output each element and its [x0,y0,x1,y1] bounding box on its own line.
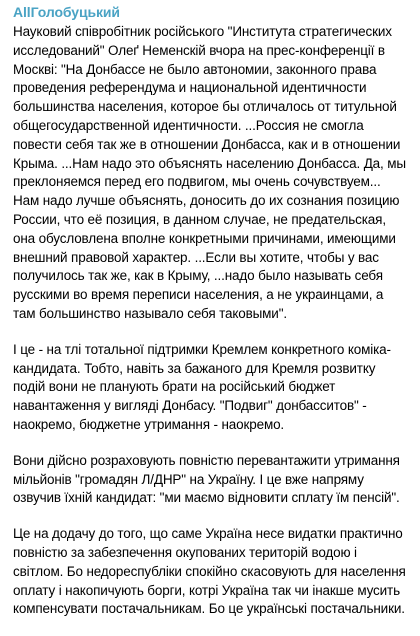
post-paragraph-2: І це - на тлі тотальної підтримки Кремлем конкретного коміка-кандидата. Тобто, навіть за бажаного для Кремля розвитку подій вони не планують брати на російський бюджет навантаження у вигляді Донбасу. "Подвиг" донбасситов" - наокремо, бюджетне утримання - наокремо. [13,341,391,432]
post-paragraph-1: Науковий співробітник російського "Института стратегических исследований" Олеґ Неменскій вчора на прес-конференції в Москві: "На Донбассе не было автономии, законного права проведения референдума и национальной идентичности большинства населения, которое бы отличалось от титульной общегосударственной идентичности. ...Россия не смогла повести себя так же в отношении Донбасса, как и в отношении Крыма. ...Нам надо это объяснять населению Донбасса. Да, мы преклоняемся перед его подвигом, мы очень сочувствуем... Нам надо лучше объяснять, доносить до их сознания позицию России, что её позиция, в данном случае, не предательская, она обусловлена вполне конкретными причинами, имеющими внешний правовой характер. ...Если вы хотите, чтобы у вас получилось так же, как в Крыму, ...надо было называть себя русскими во время переписи населения, а не украинцами, а там большинство называло себя таковыми". [13,24,406,321]
post-paragraph-3: Вони дійсно розраховують повністю перевантажити утримання мільйонів "громадян Л/ДНР" на Україну. І це вже напряму озвучив їхній кандидат: "ми маємо відновити сплату їм пенсій". [13,452,400,506]
post-paragraph-4: Це на додачу до того, що саме Україна несе видатки практично повністю за забезпечення окупованих територій водою і світлом. Бо недореспубліки спокійно скасовують для населення оплату і накопичують борги, котрі Україна так чи інакше мусить компенсувати постачальникам. Бо це українські постачальники. [13,526,406,617]
post-author-name[interactable]: AllГолобуцький [13,4,120,20]
